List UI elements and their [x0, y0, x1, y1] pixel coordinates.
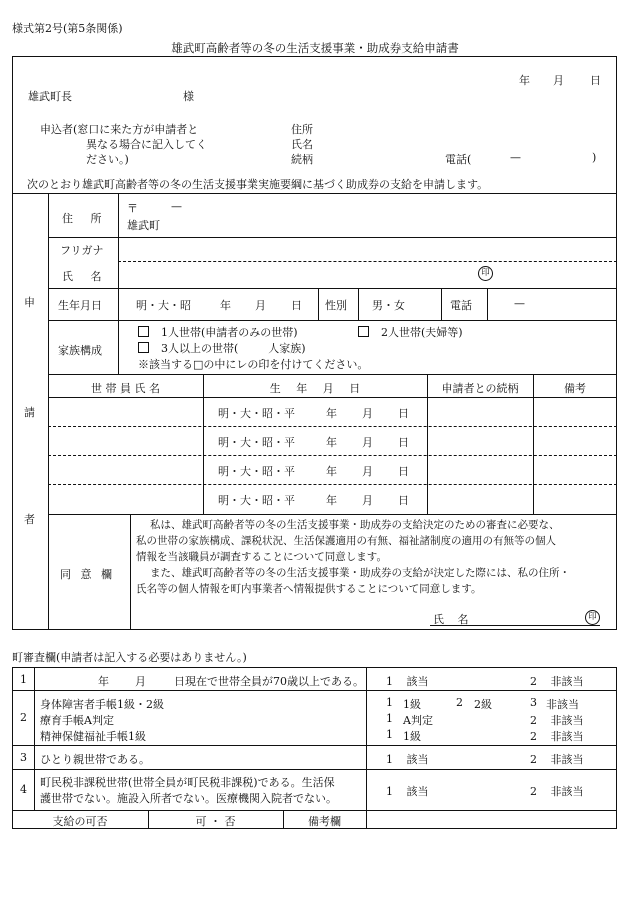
- date-year-label: 年: [519, 74, 530, 87]
- consent-p1-line2: 私の世帯の家族構成、課税状況、生活保護適用の有無、福祉諸制度の適用の有無等の個人: [136, 535, 556, 547]
- review-row2-l2-no: 1: [386, 712, 393, 725]
- family-option-3[interactable]: [138, 340, 306, 356]
- review-row4-number: 4: [20, 783, 27, 796]
- agent-relation-label: 続柄: [291, 153, 313, 166]
- review-row4-line1: 町民税非課税世帯(世帯全員が町民税非課税)である。生活保: [40, 776, 335, 789]
- col-relation: 申請者との続柄: [441, 382, 519, 395]
- review-row2-l2-noval[interactable]: 2 非該当: [530, 714, 584, 727]
- review-row1-month: 月: [135, 675, 146, 688]
- review-row2-grade1[interactable]: 1級: [403, 698, 421, 711]
- member-row-2-month: 月: [362, 436, 373, 449]
- consent-seal-mark: 印: [585, 610, 600, 625]
- review-row2-l3-noval[interactable]: 2 非該当: [530, 730, 584, 743]
- checkbox-3-icon[interactable]: [138, 342, 149, 353]
- member-row-2-era: 明・大・昭・平: [218, 436, 295, 449]
- town-name: 雄武町: [127, 219, 160, 232]
- dob-label: 生年月日: [58, 299, 102, 312]
- side-label-2: 請: [24, 406, 35, 419]
- form-title: 雄武町高齢者等の冬の生活支援事業・助成券支給申請書: [171, 41, 459, 55]
- review-row2-line2: 療育手帳A判定: [40, 714, 114, 727]
- member-row-3-month: 月: [362, 465, 373, 478]
- postal-mark: 〒: [127, 202, 138, 215]
- review-row1-text: 日現在で世帯全員が70歳以上である。: [174, 675, 364, 688]
- date-day-label: 日: [590, 74, 601, 87]
- review-row4-line2: 護世帯でない。施設入所者でない。医療機関入院者でない。: [40, 792, 337, 805]
- agent-note-line2: 異なる場合に記入してく: [86, 138, 207, 151]
- option-1-text: 1人世帯(申請者のみの世帯): [161, 326, 298, 339]
- agent-note-line1: 申込者(窓口に来た方が申請者と: [40, 123, 199, 136]
- review-row2-l3-grade[interactable]: 1級: [403, 730, 421, 743]
- footer-notes-label: 備考欄: [308, 815, 341, 828]
- col-birth: 生 年 月 日: [269, 382, 361, 395]
- consent-p1-line3: 情報を当該職員が調査することについて同意します。: [136, 551, 387, 563]
- member-row-4-month: 月: [362, 494, 373, 507]
- member-row-1-year: 年: [326, 407, 337, 420]
- dob-month: 月: [255, 299, 266, 312]
- review-row2-number: 2: [20, 711, 27, 724]
- review-row1-number: 1: [20, 673, 27, 686]
- family-label: 家族構成: [58, 344, 102, 357]
- review-row3-text: ひとり親世帯である。: [40, 753, 150, 766]
- addressee: 雄武町長: [28, 90, 72, 103]
- review-row2-l3-no: 1: [386, 728, 393, 741]
- col-notes: 備考: [564, 382, 586, 395]
- review-row2-line3: 精神保健福祉手帳1級: [40, 730, 146, 743]
- agent-address-label: 住所: [291, 123, 313, 136]
- review-row2-l1-no-text[interactable]: 非該当: [546, 698, 579, 711]
- form-number: 様式第2号(第5条関係): [12, 22, 123, 35]
- declaration: 次のとおり雄武町高齢者等の冬の生活支援事業実施要綱に基づく助成券の支給を申請します。: [27, 178, 489, 191]
- member-row-2-day: 日: [398, 436, 409, 449]
- member-row-3-year: 年: [326, 465, 337, 478]
- seal-mark: 印: [478, 266, 493, 281]
- member-row-1-era: 明・大・昭・平: [218, 407, 295, 420]
- family-option-2[interactable]: [358, 324, 463, 340]
- option-2-text: 2人世帯(夫婦等): [381, 326, 463, 339]
- side-label-3: 者: [24, 513, 35, 526]
- footer-approval-label: 支給の可否: [52, 815, 108, 828]
- member-row-4-era: 明・大・昭・平: [218, 494, 295, 507]
- agent-phone-dash: —: [510, 151, 521, 164]
- review-row1-yes[interactable]: 1 該当: [386, 675, 429, 688]
- postal-dash: —: [171, 200, 182, 213]
- review-row3-yes[interactable]: 1 該当: [386, 753, 429, 766]
- review-row2-grade2[interactable]: 2級: [474, 698, 492, 711]
- dob-year: 年: [220, 299, 231, 312]
- consent-name-label: 氏 名: [433, 613, 469, 626]
- checkbox-2-icon[interactable]: [358, 326, 369, 337]
- review-row2-three: 3: [530, 696, 537, 709]
- name-label: 氏 名: [62, 270, 102, 283]
- member-row-3-era: 明・大・昭・平: [218, 465, 295, 478]
- review-row4-yes[interactable]: 1 該当: [386, 785, 429, 798]
- consent-p2-line2: 氏名等の個人情報を町内事業者へ情報提供することについて同意します。: [136, 583, 482, 595]
- checkbox-1-icon[interactable]: [138, 326, 149, 337]
- member-row-1-day: 日: [398, 407, 409, 420]
- member-row-1-month: 月: [362, 407, 373, 420]
- review-row3-number: 3: [20, 751, 27, 764]
- agent-phone-label: 電話(: [445, 153, 472, 166]
- member-row-4-year: 年: [326, 494, 337, 507]
- consent-p2-line1: また、雄武町高齢者等の冬の生活支援事業・助成券の支給が決定した際には、私の住所・: [150, 567, 570, 579]
- addressee-honorific: 様: [183, 90, 194, 103]
- agent-name-label: 氏名: [291, 138, 313, 151]
- consent-p1-line1: 私は、雄武町高齢者等の冬の生活支援事業・助成券の支給決定のための審査に必要な、: [150, 519, 560, 531]
- dob-day: 日: [291, 299, 302, 312]
- family-option-1[interactable]: [138, 324, 298, 340]
- address-label: 住 所: [62, 212, 102, 225]
- option-3-text: 3人以上の世帯(: [161, 342, 239, 355]
- consent-label: 同 意 欄: [60, 568, 112, 581]
- furigana-label: フリガナ: [60, 244, 104, 257]
- review-row2-line1: 身体障害者手帳1級・2級: [40, 698, 164, 711]
- review-row1-year: 年: [98, 675, 109, 688]
- dob-era: 明・大・昭: [136, 299, 191, 312]
- side-label-1: 申: [24, 296, 35, 309]
- sex-label: 性別: [325, 299, 347, 312]
- review-row2-two: 2: [456, 696, 463, 709]
- footer-approval-options[interactable]: 可 ・ 否: [195, 815, 236, 828]
- review-row4-no[interactable]: 2 非該当: [530, 785, 584, 798]
- agent-note-line3: ださい。): [86, 153, 129, 166]
- sex-options[interactable]: 男・女: [372, 299, 405, 312]
- review-row1-no[interactable]: 2 非該当: [530, 675, 584, 688]
- member-row-3-day: 日: [398, 465, 409, 478]
- review-row3-no[interactable]: 2 非該当: [530, 753, 584, 766]
- phone-label: 電話: [450, 299, 472, 312]
- option-3-suffix: 人家族): [268, 342, 306, 355]
- col-member-name: 世 帯 員 氏 名: [91, 382, 160, 395]
- family-note: ※該当する□の中にレの印を付けてください。: [138, 358, 369, 371]
- review-row2-l1-no: 1: [386, 696, 393, 709]
- member-row-4-day: 日: [398, 494, 409, 507]
- review-row2-a[interactable]: A判定: [403, 714, 433, 727]
- member-row-2-year: 年: [326, 436, 337, 449]
- agent-phone-close: ): [592, 151, 597, 164]
- date-month-label: 月: [553, 74, 564, 87]
- phone-dash: —: [514, 297, 525, 310]
- review-title: 町審査欄(申請者は記入する必要はありません。): [12, 651, 247, 664]
